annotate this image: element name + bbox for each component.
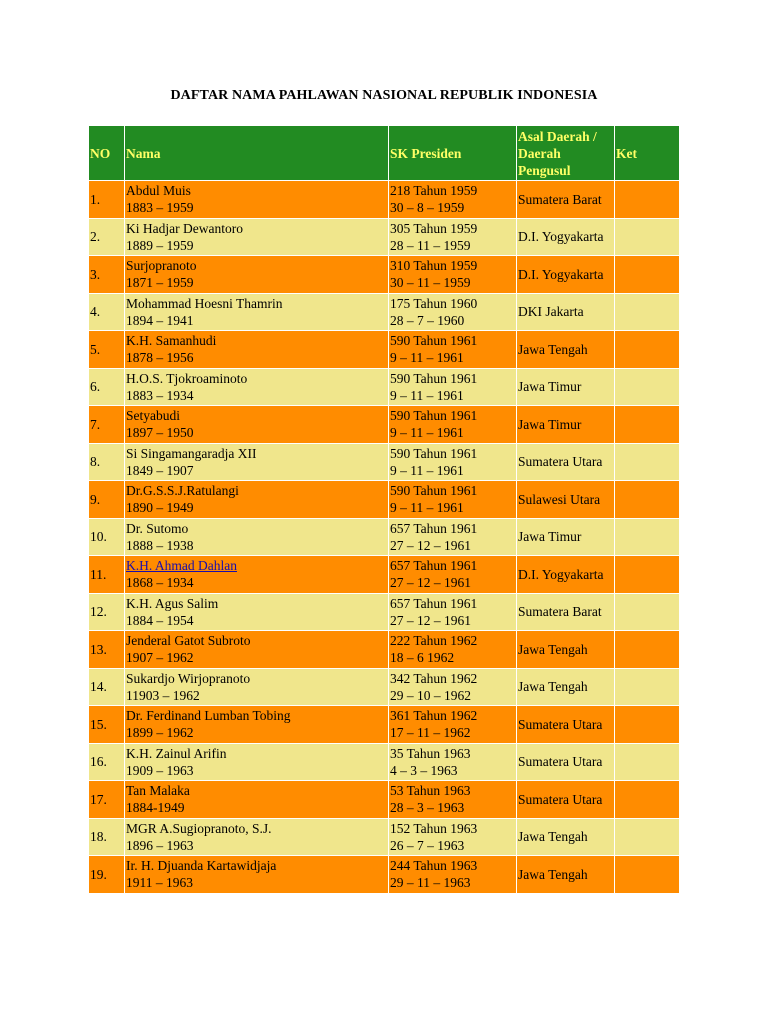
- table-row: [89, 818, 680, 856]
- hero-years: 1884-1949: [126, 800, 185, 816]
- sk-presiden-cell: [389, 443, 517, 481]
- hero-name: Tan Malaka: [126, 783, 190, 799]
- hero-name: Surjopranoto: [126, 258, 197, 274]
- table-row: [89, 856, 680, 894]
- hero-name-cell: [125, 781, 389, 819]
- asal-daerah: Jawa Tengah: [518, 641, 588, 657]
- asal-daerah: D.I. Yogyakarta: [518, 229, 604, 245]
- row-number: 12.: [89, 593, 125, 631]
- row-number: 10.: [89, 518, 125, 556]
- asal-daerah-cell: [517, 481, 615, 519]
- asal-daerah-cell: [517, 368, 615, 406]
- sk-presiden-cell: [389, 631, 517, 669]
- hero-years: 1871 – 1959: [126, 275, 194, 291]
- asal-daerah-cell: [517, 293, 615, 331]
- sk-date: 27 – 12 – 1961: [390, 575, 471, 591]
- row-number: 15.: [89, 706, 125, 744]
- table-row: [89, 668, 680, 706]
- hero-years: 1883 – 1934: [126, 387, 194, 403]
- sk-date: 29 – 11 – 1963: [390, 875, 471, 891]
- hero-name-cell: [125, 293, 389, 331]
- sk-number: 361 Tahun 1962: [390, 708, 478, 724]
- sk-presiden-cell: [389, 368, 517, 406]
- table-row: [89, 481, 680, 519]
- sk-date: 9 – 11 – 1961: [390, 462, 464, 478]
- asal-daerah-cell: [517, 218, 615, 256]
- asal-daerah: D.I. Yogyakarta: [518, 566, 604, 582]
- sk-date: 9 – 11 – 1961: [390, 500, 464, 516]
- hero-name-cell: [125, 856, 389, 894]
- hero-years: 1897 – 1950: [126, 425, 194, 441]
- hero-years: 1899 – 1962: [126, 725, 194, 741]
- hero-years: 1888 – 1938: [126, 537, 194, 553]
- row-number: 14.: [89, 668, 125, 706]
- ket-cell: [615, 631, 680, 669]
- sk-presiden-cell: [389, 181, 517, 219]
- asal-daerah-cell: [517, 818, 615, 856]
- sk-date: 9 – 11 – 1961: [390, 387, 464, 403]
- hero-name: Dr. Sutomo: [126, 520, 189, 536]
- hero-name: K.H. Agus Salim: [126, 595, 219, 611]
- hero-name-cell: [125, 593, 389, 631]
- row-number: 13.: [89, 631, 125, 669]
- sk-number: 590 Tahun 1961: [390, 370, 478, 386]
- hero-name-cell: [125, 181, 389, 219]
- table-row: [89, 743, 680, 781]
- header-no: NO: [89, 126, 125, 181]
- ket-cell: [615, 556, 680, 594]
- asal-daerah: Jawa Tengah: [518, 679, 588, 695]
- sk-number: 305 Tahun 1959: [390, 220, 478, 236]
- table-row: [89, 331, 680, 369]
- asal-daerah: Jawa Timur: [518, 416, 582, 432]
- table-row: [89, 781, 680, 819]
- asal-daerah-cell: [517, 256, 615, 294]
- asal-daerah-cell: [517, 331, 615, 369]
- sk-presiden-cell: [389, 331, 517, 369]
- sk-number: 310 Tahun 1959: [390, 258, 478, 274]
- sk-presiden-cell: [389, 706, 517, 744]
- sk-date: 30 – 11 – 1959: [390, 275, 471, 291]
- hero-years: 1890 – 1949: [126, 500, 194, 516]
- asal-daerah: Sumatera Utara: [518, 754, 603, 770]
- sk-presiden-cell: [389, 406, 517, 444]
- table-row: [89, 443, 680, 481]
- header-nama: Nama: [125, 126, 389, 181]
- row-number: 8.: [89, 443, 125, 481]
- hero-name-cell: [125, 743, 389, 781]
- row-number: 2.: [89, 218, 125, 256]
- sk-number: 218 Tahun 1959: [390, 183, 478, 199]
- ket-cell: [615, 706, 680, 744]
- table-row: [89, 406, 680, 444]
- hero-name: Setyabudi: [126, 408, 180, 424]
- sk-date: 27 – 12 – 1961: [390, 537, 471, 553]
- ket-cell: [615, 593, 680, 631]
- ket-cell: [615, 481, 680, 519]
- table-row: [89, 181, 680, 219]
- asal-daerah-cell: [517, 781, 615, 819]
- asal-daerah-cell: [517, 518, 615, 556]
- ket-cell: [615, 743, 680, 781]
- asal-daerah-cell: [517, 668, 615, 706]
- table-row: [89, 518, 680, 556]
- asal-daerah-cell: [517, 181, 615, 219]
- hero-years: 1894 – 1941: [126, 312, 194, 328]
- row-number: 18.: [89, 818, 125, 856]
- hero-name-cell: [125, 706, 389, 744]
- row-number: 17.: [89, 781, 125, 819]
- hero-name: Ki Hadjar Dewantoro: [126, 220, 243, 236]
- hero-years: 1911 – 1963: [126, 875, 193, 891]
- sk-date: 29 – 10 – 1962: [390, 687, 471, 703]
- table-row: [89, 631, 680, 669]
- hero-name-cell: [125, 331, 389, 369]
- ket-cell: [615, 218, 680, 256]
- hero-name-cell: [125, 668, 389, 706]
- sk-date: 30 – 8 – 1959: [390, 200, 465, 216]
- asal-daerah: Jawa Tengah: [518, 866, 588, 882]
- ket-cell: [615, 781, 680, 819]
- hero-name-cell: [125, 368, 389, 406]
- asal-daerah: Jawa Timur: [518, 529, 582, 545]
- hero-years: 11903 – 1962: [126, 687, 200, 703]
- hero-years: 1896 – 1963: [126, 837, 194, 853]
- header-asal-daerah: Asal Daerah / Daerah Pengusul: [517, 126, 615, 181]
- asal-daerah-cell: [517, 706, 615, 744]
- table-row: [89, 556, 680, 594]
- ket-cell: [615, 443, 680, 481]
- hero-name-cell: [125, 481, 389, 519]
- sk-number: 222 Tahun 1962: [390, 633, 478, 649]
- table-row: [89, 368, 680, 406]
- hero-name: Si Singamangaradja XII: [126, 445, 257, 461]
- sk-number: 590 Tahun 1961: [390, 333, 478, 349]
- asal-daerah-cell: [517, 856, 615, 894]
- sk-presiden-cell: [389, 518, 517, 556]
- sk-number: 35 Tahun 1963: [390, 745, 471, 761]
- asal-daerah-cell: [517, 631, 615, 669]
- sk-number: 152 Tahun 1963: [390, 820, 478, 836]
- asal-daerah: D.I. Yogyakarta: [518, 266, 604, 282]
- sk-date: 27 – 12 – 1961: [390, 612, 471, 628]
- asal-daerah-cell: [517, 406, 615, 444]
- sk-date: 17 – 11 – 1962: [390, 725, 471, 741]
- asal-daerah: Jawa Tengah: [518, 341, 588, 357]
- hero-name-cell: [125, 556, 389, 594]
- sk-number: 53 Tahun 1963: [390, 783, 471, 799]
- hero-name-cell: [125, 256, 389, 294]
- ket-cell: [615, 331, 680, 369]
- sk-presiden-cell: [389, 218, 517, 256]
- row-number: 5.: [89, 331, 125, 369]
- hero-name: Ir. H. Djuanda Kartawidjaja: [126, 858, 277, 874]
- asal-daerah-cell: [517, 443, 615, 481]
- hero-name: K.H. Samanhudi: [126, 333, 217, 349]
- row-number: 6.: [89, 368, 125, 406]
- sk-date: 28 – 3 – 1963: [390, 800, 465, 816]
- sk-presiden-cell: [389, 668, 517, 706]
- asal-daerah: Sulawesi Utara: [518, 491, 601, 507]
- row-number: 1.: [89, 181, 125, 219]
- sk-date: 9 – 11 – 1961: [390, 350, 464, 366]
- hero-name-cell: [125, 518, 389, 556]
- hero-years: 1884 – 1954: [126, 612, 194, 628]
- sk-date: 9 – 11 – 1961: [390, 425, 464, 441]
- hero-years: 1907 – 1962: [126, 650, 194, 666]
- sk-presiden-cell: [389, 481, 517, 519]
- hero-name: Dr.G.S.S.J.Ratulangi: [126, 483, 239, 499]
- hero-years: 1878 – 1956: [126, 350, 194, 366]
- asal-daerah-cell: [517, 743, 615, 781]
- table-row: [89, 293, 680, 331]
- asal-daerah-cell: [517, 556, 615, 594]
- asal-daerah: Sumatera Utara: [518, 791, 603, 807]
- hero-name-cell: [125, 406, 389, 444]
- hero-name: Mohammad Hoesni Thamrin: [126, 295, 283, 311]
- ket-cell: [615, 406, 680, 444]
- header-sk-presiden: SK Presiden: [389, 126, 517, 181]
- row-number: 19.: [89, 856, 125, 894]
- sk-date: 28 – 11 – 1959: [390, 237, 471, 253]
- asal-daerah: Sumatera Barat: [518, 191, 602, 207]
- hero-name: Sukardjo Wirjopranoto: [126, 670, 251, 686]
- sk-number: 244 Tahun 1963: [390, 858, 478, 874]
- row-number: 4.: [89, 293, 125, 331]
- ket-cell: [615, 518, 680, 556]
- table-body: [89, 181, 680, 894]
- hero-name-cell: [125, 443, 389, 481]
- document-title: DAFTAR NAMA PAHLAWAN NASIONAL REPUBLIK INDONESIA: [170, 88, 598, 103]
- sk-presiden-cell: [389, 293, 517, 331]
- ket-cell: [615, 256, 680, 294]
- ket-cell: [615, 181, 680, 219]
- hero-name: Abdul Muis: [126, 183, 191, 199]
- sk-presiden-cell: [389, 743, 517, 781]
- sk-number: 342 Tahun 1962: [390, 670, 478, 686]
- row-number: 3.: [89, 256, 125, 294]
- hero-years: 1868 – 1934: [126, 575, 194, 591]
- table-row: [89, 593, 680, 631]
- row-number: 16.: [89, 743, 125, 781]
- sk-presiden-cell: [389, 818, 517, 856]
- ket-cell: [615, 368, 680, 406]
- header-ket: Ket: [615, 126, 680, 181]
- hero-name-cell: [125, 631, 389, 669]
- sk-date: 4 – 3 – 1963: [390, 762, 458, 778]
- sk-presiden-cell: [389, 856, 517, 894]
- hero-name-link[interactable]: K.H. Ahmad Dahlan: [126, 558, 237, 574]
- asal-daerah: Sumatera Barat: [518, 604, 602, 620]
- sk-number: 657 Tahun 1961: [390, 520, 478, 536]
- ket-cell: [615, 856, 680, 894]
- sk-presiden-cell: [389, 256, 517, 294]
- asal-daerah: Sumatera Utara: [518, 454, 603, 470]
- table-row: [89, 706, 680, 744]
- asal-daerah-cell: [517, 593, 615, 631]
- row-number: 11.: [89, 556, 125, 594]
- sk-date: 26 – 7 – 1963: [390, 837, 465, 853]
- asal-daerah: Jawa Tengah: [518, 829, 588, 845]
- sk-number: 657 Tahun 1961: [390, 558, 478, 574]
- asal-daerah: DKI Jakarta: [518, 304, 584, 320]
- sk-number: 590 Tahun 1961: [390, 483, 478, 499]
- sk-presiden-cell: [389, 781, 517, 819]
- hero-years: 1849 – 1907: [126, 462, 194, 478]
- ket-cell: [615, 818, 680, 856]
- ket-cell: [615, 668, 680, 706]
- sk-presiden-cell: [389, 556, 517, 594]
- table-row: [89, 256, 680, 294]
- hero-name: Dr. Ferdinand Lumban Tobing: [126, 708, 291, 724]
- ket-cell: [615, 293, 680, 331]
- hero-name-cell: [125, 818, 389, 856]
- asal-daerah: Sumatera Utara: [518, 716, 603, 732]
- heroes-table: [88, 125, 680, 894]
- sk-number: 590 Tahun 1961: [390, 408, 478, 424]
- sk-number: 590 Tahun 1961: [390, 445, 478, 461]
- hero-years: 1889 – 1959: [126, 237, 194, 253]
- sk-date: 18 – 6 1962: [390, 650, 455, 666]
- row-number: 9.: [89, 481, 125, 519]
- sk-presiden-cell: [389, 593, 517, 631]
- hero-years: 1909 – 1963: [126, 762, 194, 778]
- hero-years: 1883 – 1959: [126, 200, 194, 216]
- row-number: 7.: [89, 406, 125, 444]
- sk-number: 657 Tahun 1961: [390, 595, 478, 611]
- sk-number: 175 Tahun 1960: [390, 295, 478, 311]
- sk-date: 28 – 7 – 1960: [390, 312, 465, 328]
- table-header-row: [89, 126, 680, 181]
- table-row: [89, 218, 680, 256]
- hero-name: H.O.S. Tjokroaminoto: [126, 370, 248, 386]
- hero-name: K.H. Zainul Arifin: [126, 745, 227, 761]
- hero-name: Jenderal Gatot Subroto: [126, 633, 251, 649]
- hero-name: MGR A.Sugiopranoto, S.J.: [126, 820, 272, 836]
- hero-name-cell: [125, 218, 389, 256]
- asal-daerah: Jawa Timur: [518, 379, 582, 395]
